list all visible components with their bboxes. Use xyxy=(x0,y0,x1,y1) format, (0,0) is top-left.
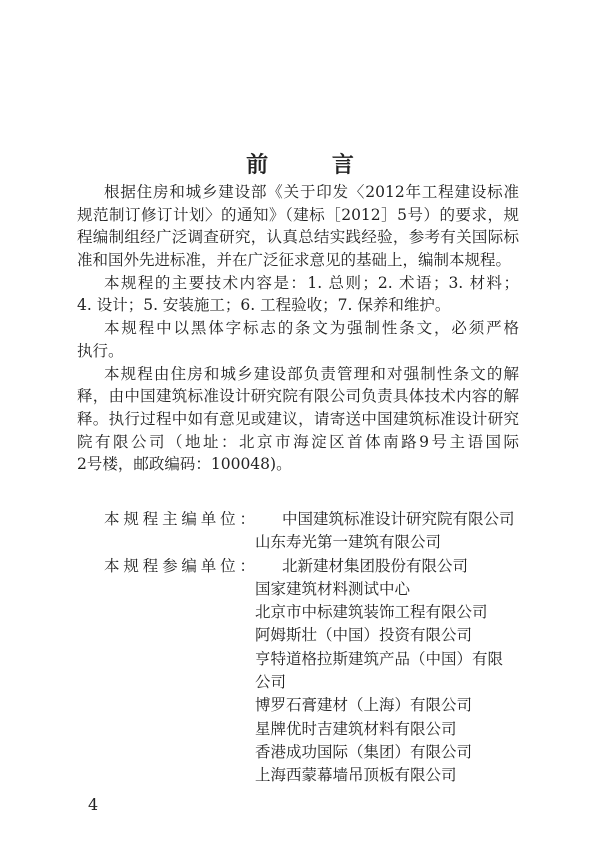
unit-name: 亨特道格拉斯建筑产品（中国）有限 xyxy=(255,649,504,668)
chief-units-row xyxy=(77,508,519,531)
unit-name: 中国建筑标准设计研究院有限公司 xyxy=(282,510,515,528)
paragraph-line: 本规程由住房和城乡建设部负责管理和对强制性条文的解 xyxy=(104,364,519,383)
unit-name: 北京市中标建筑装饰工程有限公司 xyxy=(255,603,488,622)
unit-name: 山东寿光第一建筑有限公司 xyxy=(255,533,442,552)
editing-units xyxy=(77,508,519,788)
paragraph-line: 4. 设计；5. 安装施工；6. 工程验收；7. 保养和维护。 xyxy=(77,296,451,315)
paragraph-line: 程编制组经广泛调查研究，认真总结实践经验，参考有关国际标 xyxy=(77,228,519,247)
unit-name: 阿姆斯壮（中国）投资有限公司 xyxy=(255,626,473,645)
unit-name: 北新建材集团股份有限公司 xyxy=(282,556,469,575)
paragraph-line: 2号楼，邮政编码：100048)。 xyxy=(77,455,292,474)
paragraph-line: 释，由中国建筑标准设计研究院有限公司负责具体技术内容的解 xyxy=(77,387,519,406)
participating-units-row xyxy=(77,555,519,578)
page-number: 4 xyxy=(88,795,99,814)
unit-name: 国家建筑材料测试中心 xyxy=(255,579,411,598)
page-title: 前 言 xyxy=(246,152,382,178)
unit-label: 本规程主编单位： xyxy=(104,510,255,528)
unit-name: 博罗石膏建材（上海）有限公司 xyxy=(255,696,473,715)
unit-name: 上海西蒙幕墙吊顶板有限公司 xyxy=(255,766,457,785)
paragraph-line: 规范制订修订计划〉的通知》（建标［2012］5号）的要求，规 xyxy=(77,205,519,224)
paragraph-line: 释。执行过程中如有意见或建议，请寄送中国建筑标准设计研究 xyxy=(77,409,519,428)
unit-name: 星牌优时吉建筑材料有限公司 xyxy=(255,719,457,738)
paragraph-line: 执行。 xyxy=(77,341,124,360)
paragraph-line: 本规程中以黑体字标志的条文为强制性条文，必须严格 xyxy=(104,319,519,338)
paragraph-line: 根据住房和城乡建设部《关于印发〈2012年工程建设标准 xyxy=(104,183,519,201)
unit-label: 本规程参编单位： xyxy=(104,556,255,575)
paragraph-line: 本规程的主要技术内容是：1. 总则；2. 术语；3. 材料； xyxy=(104,273,519,292)
preface-body xyxy=(77,181,519,476)
unit-name: 公司 xyxy=(255,673,287,692)
unit-name: 香港成功国际（集团）有限公司 xyxy=(255,742,473,761)
paragraph-line: 准和国外先进标准，并在广泛征求意见的基础上，编制本规程。 xyxy=(77,251,512,270)
paragraph-line: 院有限公司（地址：北京市海淀区首体南路9号主语国际 xyxy=(77,432,519,451)
